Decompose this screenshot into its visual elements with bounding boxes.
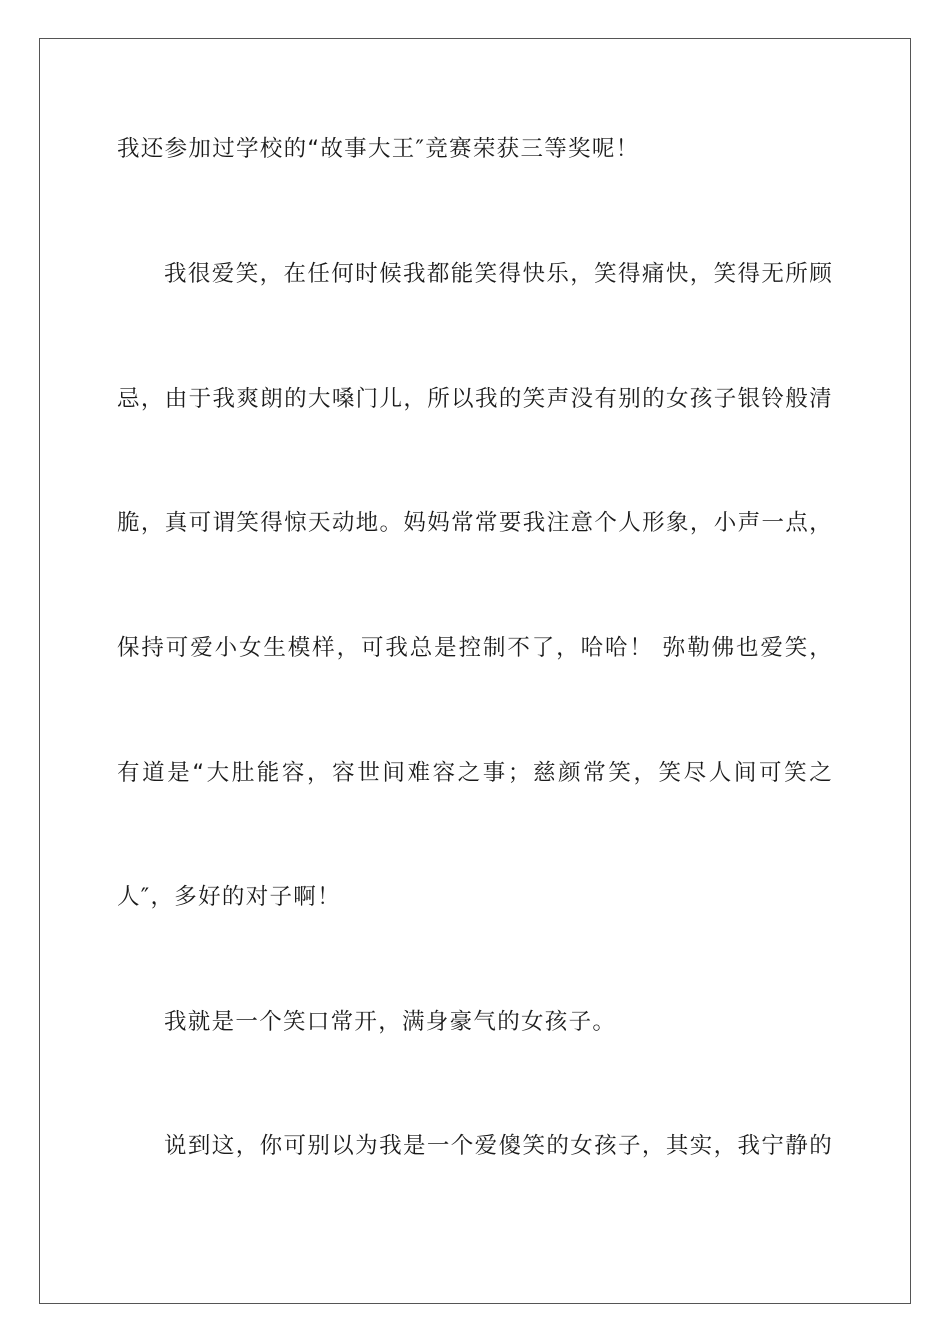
body-text-line: 我很爱笑，在任何时候我都能笑得快乐，笑得痛快，笑得无所顾 bbox=[164, 261, 833, 287]
body-text-line: 我还参加过学校的“故事大王″竞赛荣获三等奖呢！ bbox=[117, 136, 640, 162]
body-text-line: 保持可爱小女生模样，可我总是控制不了，哈哈！ 弥勒佛也爱笑， bbox=[117, 635, 833, 661]
body-text-line: 说到这，你可别以为我是一个爱傻笑的女孩子，其实，我宁静的 bbox=[164, 1133, 833, 1159]
body-text-line: 人″，多好的对子啊！ bbox=[117, 884, 341, 910]
body-text-line: 脆，真可谓笑得惊天动地。妈妈常常要我注意个人形象，小声一点， bbox=[117, 510, 833, 536]
body-text-line: 忌，由于我爽朗的大嗓门儿，所以我的笑声没有别的女孩子银铃般清 bbox=[117, 386, 833, 412]
body-text-line: 有道是“大肚能容，容世间难容之事；慈颜常笑，笑尽人间可笑之 bbox=[117, 760, 833, 786]
page-border bbox=[39, 38, 911, 1304]
body-text-line: 我就是一个笑口常开，满身豪气的女孩子。 bbox=[164, 1009, 617, 1035]
